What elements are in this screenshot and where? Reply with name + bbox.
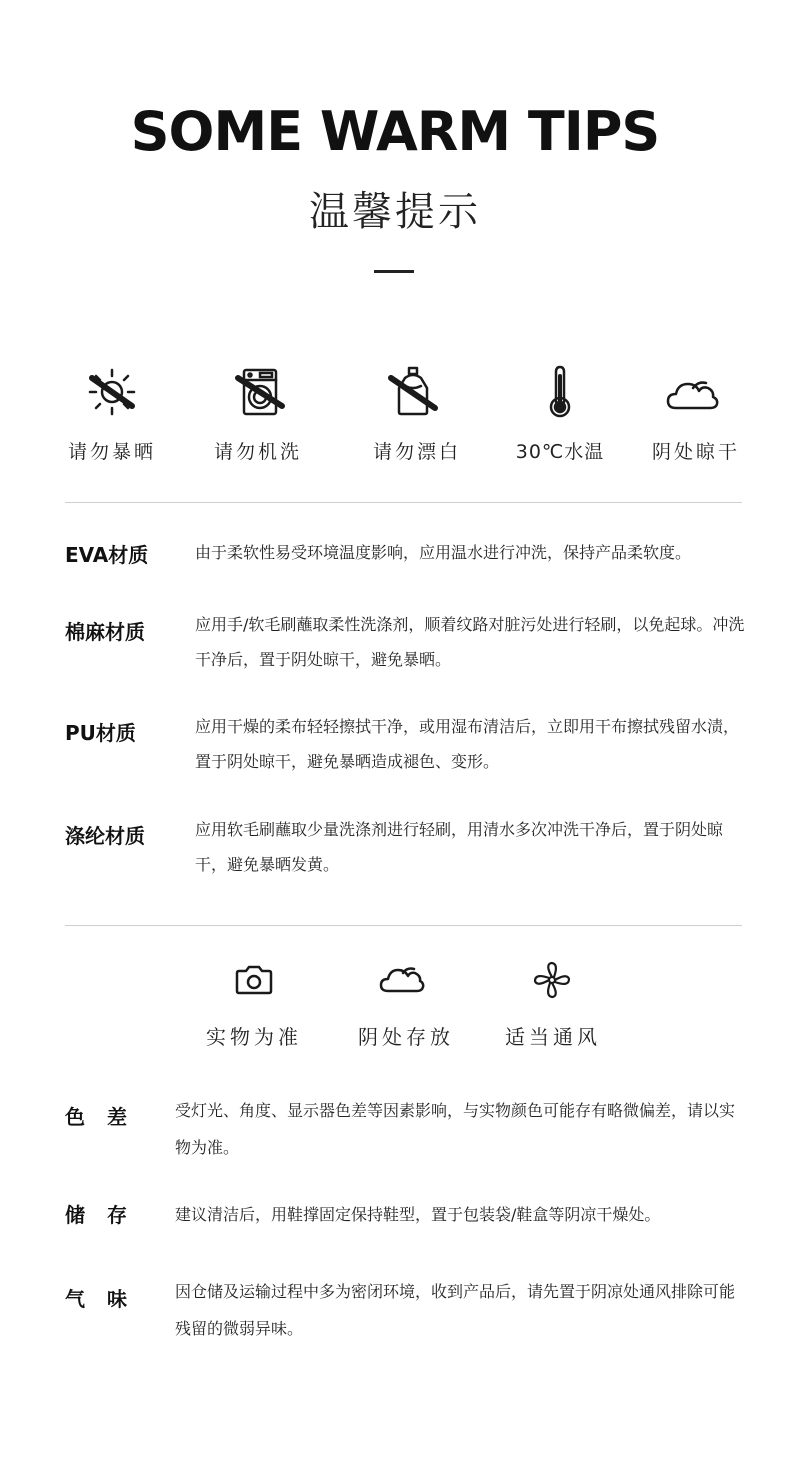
storage-label-ventilate: 适当通风 bbox=[505, 1025, 601, 1049]
page-title-en: SOME WARM TIPS bbox=[130, 100, 660, 163]
note-name-odor: 气味 bbox=[65, 1287, 149, 1311]
material-desc-eva: 由于柔软性易受环境温度影响，应用温水进行冲洗，保持产品柔软度。 bbox=[195, 543, 692, 562]
no-machine-wash-icon bbox=[230, 362, 290, 422]
note-desc-odor: 因仓储及运输过程中多为密闭环境，收到产品后，请先置于阴凉处通风排除可能残留的微弱异味。 bbox=[175, 1282, 736, 1338]
fan-icon bbox=[527, 955, 577, 1005]
material-name-eva: EVA材质 bbox=[65, 543, 149, 567]
material-desc-polyester: 应用软毛刷蘸取少量洗涤剂进行轻刷，用清水多次冲洗干净后，置于阴处晾干，避免暴晒发黄。 bbox=[195, 820, 724, 874]
care-label-no-bleach: 请勿漂白 bbox=[372, 441, 461, 463]
no-sun-icon bbox=[82, 362, 142, 422]
storage-label-shade: 阴处存放 bbox=[358, 1025, 454, 1049]
cloud-icon bbox=[662, 366, 722, 426]
care-label-shade-dry: 阴处晾干 bbox=[651, 441, 740, 463]
cloud-icon bbox=[377, 955, 427, 1005]
divider-middle bbox=[65, 925, 742, 926]
storage-label-actual: 实物为准 bbox=[206, 1025, 302, 1049]
material-name-cotton: 棉麻材质 bbox=[65, 620, 145, 644]
divider-top bbox=[65, 502, 742, 503]
material-desc-pu: 应用干燥的柔布轻轻擦拭干净，或用湿布清洁后，立即用干布擦拭残留水渍，置于阴处晾干，避免暴晒造成褪色、变形。 bbox=[195, 717, 740, 771]
note-name-color: 色差 bbox=[65, 1105, 149, 1129]
note-name-storage: 储存 bbox=[65, 1203, 149, 1227]
material-name-pu: PU材质 bbox=[65, 721, 136, 745]
care-label-water-temp: 30℃水温 bbox=[515, 441, 605, 463]
material-name-polyester: 涤纶材质 bbox=[65, 824, 145, 848]
material-desc-cotton: 应用手/软毛刷蘸取柔性洗涤剂，顺着纹路对脏污处进行轻刷，以免起球。冲洗干净后，置于阴处晾干，避免暴晒。 bbox=[195, 615, 745, 669]
note-desc-color: 受灯光、角度、显示器色差等因素影响，与实物颜色可能存有略微偏差，请以实物为准。 bbox=[175, 1101, 736, 1157]
care-label-no-sun: 请勿暴晒 bbox=[67, 441, 156, 463]
camera-icon bbox=[229, 955, 279, 1005]
page-title-zh: 温馨提示 bbox=[309, 189, 481, 235]
note-desc-storage: 建议清洁后，用鞋撑固定保持鞋型，置于包装袋/鞋盒等阴凉干燥处。 bbox=[175, 1205, 661, 1224]
thermometer-icon bbox=[530, 362, 590, 422]
no-bleach-icon bbox=[383, 362, 443, 422]
care-label-no-machine-wash: 请勿机洗 bbox=[213, 441, 302, 463]
title-underline bbox=[374, 270, 414, 273]
